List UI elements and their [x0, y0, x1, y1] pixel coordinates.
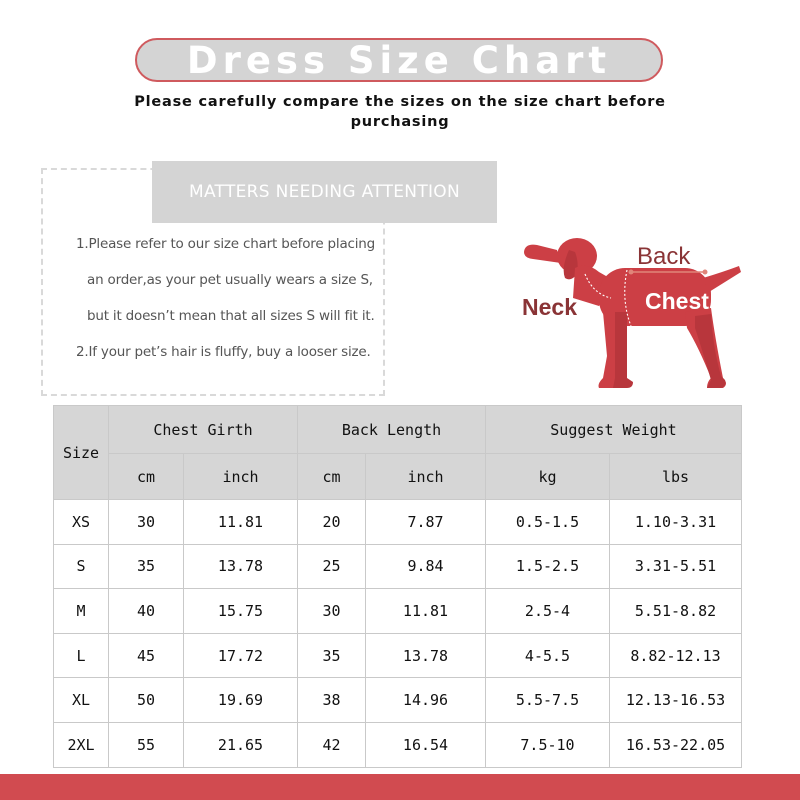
back-length-header: Back Length — [298, 406, 486, 454]
size-cell: XL — [54, 678, 109, 723]
unit-header: kg — [486, 454, 610, 500]
table-cell: 30 — [109, 500, 184, 545]
table-row — [54, 544, 742, 589]
notice-line-2: an order,as your pet usually wears a size S, — [87, 272, 373, 288]
suggest-weight-header: Suggest Weight — [486, 406, 742, 454]
table-cell: 5.5-7.5 — [486, 678, 610, 723]
table-cell: 8.82-12.13 — [610, 633, 742, 678]
neck-label: Neck — [522, 294, 577, 320]
page-title: Dress Size Chart — [186, 38, 612, 82]
chest-label: Chest — [645, 288, 709, 314]
notice-line-4: 2.If your pet’s hair is fluffy, buy a looser size. — [76, 344, 371, 360]
table-cell: 11.81 — [184, 500, 298, 545]
size-table — [53, 405, 742, 768]
table-cell: 16.54 — [366, 722, 486, 767]
table-cell: 0.5-1.5 — [486, 500, 610, 545]
table-row — [54, 722, 742, 767]
table-cell: 5.51-8.82 — [610, 589, 742, 634]
page-subtitle: Please carefully compare the sizes on the size chart before purchasing — [134, 94, 666, 130]
table-cell: 35 — [298, 633, 366, 678]
unit-header: inch — [184, 454, 298, 500]
table-cell: 13.78 — [184, 544, 298, 589]
table-row — [54, 633, 742, 678]
dog-measurement-diagram — [515, 228, 745, 396]
table-cell: 20 — [298, 500, 366, 545]
table-cell: 14.96 — [366, 678, 486, 723]
table-cell: 17.72 — [184, 633, 298, 678]
notice-line-1: 1.Please refer to our size chart before placing — [76, 236, 376, 252]
size-header: Size — [54, 406, 109, 500]
table-cell: 21.65 — [184, 722, 298, 767]
size-cell: M — [54, 589, 109, 634]
unit-header: cm — [298, 454, 366, 500]
table-cell: 45 — [109, 633, 184, 678]
chest-girth-header: Chest Girth — [109, 406, 298, 454]
table-cell: 40 — [109, 589, 184, 634]
table-cell: 4-5.5 — [486, 633, 610, 678]
table-cell: 7.87 — [366, 500, 486, 545]
table-cell: 12.13-16.53 — [610, 678, 742, 723]
table-cell: 42 — [298, 722, 366, 767]
table-cell: 25 — [298, 544, 366, 589]
table-cell: 2.5-4 — [486, 589, 610, 634]
table-cell: 15.75 — [184, 589, 298, 634]
footer-bar — [0, 774, 800, 800]
table-cell: 7.5-10 — [486, 722, 610, 767]
back-label: Back — [637, 243, 691, 270]
size-cell: S — [54, 544, 109, 589]
table-cell: 9.84 — [366, 544, 486, 589]
table-cell: 30 — [298, 589, 366, 634]
unit-header: lbs — [610, 454, 742, 500]
unit-header: cm — [109, 454, 184, 500]
table-cell: 19.69 — [184, 678, 298, 723]
size-cell: XS — [54, 500, 109, 545]
table-row — [54, 678, 742, 723]
table-cell: 1.5-2.5 — [486, 544, 610, 589]
title-banner — [135, 38, 663, 82]
notice-heading: MATTERS NEEDING ATTENTION — [188, 182, 461, 202]
table-cell: 38 — [298, 678, 366, 723]
table-cell: 1.10-3.31 — [610, 500, 742, 545]
table-cell: 11.81 — [366, 589, 486, 634]
unit-header: inch — [366, 454, 486, 500]
size-cell: 2XL — [54, 722, 109, 767]
table-row — [54, 500, 742, 545]
table-cell: 35 — [109, 544, 184, 589]
table-row — [54, 589, 742, 634]
notice-line-3: but it doesn’t mean that all sizes S will fit it. — [87, 308, 375, 324]
table-cell: 3.31-5.51 — [610, 544, 742, 589]
table-cell: 55 — [109, 722, 184, 767]
table-cell: 13.78 — [366, 633, 486, 678]
notice-heading-banner — [152, 161, 497, 223]
size-cell: L — [54, 633, 109, 678]
table-cell: 16.53-22.05 — [610, 722, 742, 767]
table-cell: 50 — [109, 678, 184, 723]
